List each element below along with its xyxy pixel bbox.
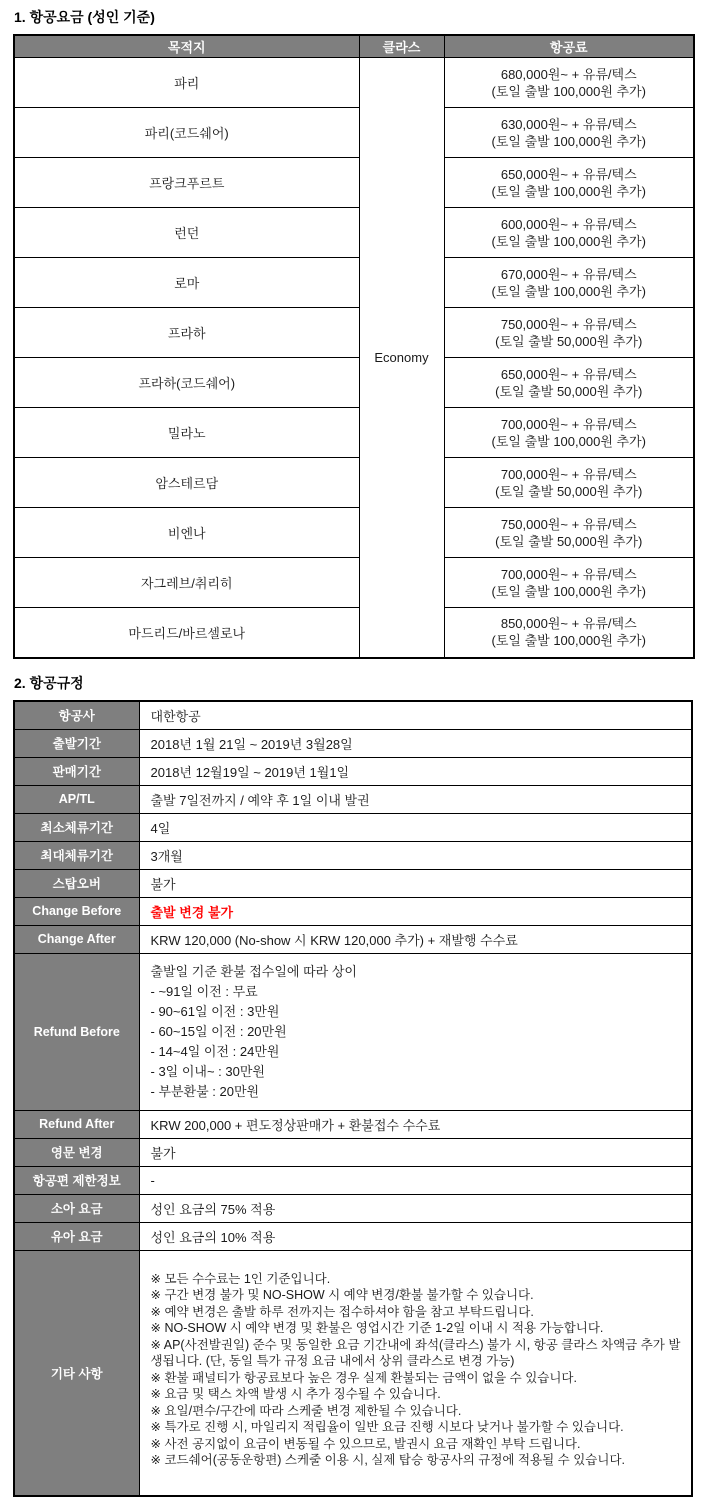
rule-label-name-change: 영문 변경 [14,1138,139,1166]
rule-value-min-stay: 4일 [139,813,692,841]
rule-value-change-after: KRW 120,000 (No-show 시 KRW 120,000 추가) + 재발행 수수료 [139,925,692,953]
table-row [14,208,694,258]
destination-cell: 런던 [14,208,359,258]
fare-surcharge: (토일 출발 100,000원 추가) [491,583,646,599]
table-row [14,1194,692,1222]
fare-amount: 650,000원~ + 유류/텍스 [500,166,637,182]
destination-cell: 프랑크푸르트 [14,158,359,208]
rule-label-infant-fare: 유아 요금 [14,1222,139,1250]
rule-value-child-fare: 성인 요금의 75% 적용 [139,1194,692,1222]
rule-label-airline: 항공사 [14,701,139,730]
fare-surcharge: (토일 출발 100,000원 추가) [491,183,646,199]
fare-amount: 700,000원~ + 유류/텍스 [500,466,637,482]
rule-value-departure-period: 2018년 1월 21일 ~ 2019년 3월28일 [139,729,692,757]
refund-rule-line: - 부분환불 : 20만원 [150,1083,260,1099]
table-row [14,608,694,658]
fare-amount: 750,000원~ + 유류/텍스 [500,516,637,532]
refund-rule-line: - 3일 이내~ : 30만원 [150,1063,265,1079]
rules-section-title: 2. 항공규정 [14,674,84,691]
note-line: ※ 모든 수수료는 1인 기준입니다. [150,1271,331,1286]
rule-label-change-before: Change Before [14,897,139,925]
rules-table [13,700,693,1497]
rule-label-other-notes: 기타 사항 [14,1250,139,1496]
fare-table-header-row [14,35,694,58]
note-line: ※ 구간 변경 불가 및 NO-SHOW 시 예약 변경/환불 불가할 수 있습니다. [150,1288,534,1302]
rule-label-refund-after: Refund After [14,1110,139,1138]
destination-cell: 파리 [14,58,359,108]
fare-surcharge: (토일 출발 100,000원 추가) [491,633,646,649]
fare-cell [444,508,694,558]
rule-value-stopover: 불가 [139,869,692,897]
destination-cell: 자그레브/취리히 [14,558,359,608]
destination-cell: 파리(코드쉐어) [14,108,359,158]
table-row [14,558,694,608]
table-row [14,757,692,785]
fare-surcharge: (토일 출발 100,000원 추가) [491,133,646,149]
table-row [14,897,692,925]
rule-label-min-stay: 최소체류기간 [14,813,139,841]
table-row [14,1250,692,1496]
fare-surcharge: (토일 출발 100,000원 추가) [491,233,646,249]
table-row [14,458,694,508]
table-row [14,1166,692,1194]
fare-cell [444,158,694,208]
table-row [14,358,694,408]
fare-amount: 680,000원~ + 유류/텍스 [500,66,637,82]
fare-amount: 700,000원~ + 유류/텍스 [500,566,637,582]
rule-value-other-notes [139,1250,692,1496]
note-line: ※ NO-SHOW 시 예약 변경 및 환불은 영업시간 기준 1-2일 이내 시 적용 가능합니다. [150,1321,604,1335]
note-line: ※ AP(사전발권일) 준수 및 동일한 요금 기간내에 좌석(클라스) 불가 시, 항공 클라스 차액금 추가 발생됩니다. (단, 동일 특가 규정 요금 내에서 상위 클라스로 변경 가능) [150,1337,681,1368]
rule-value-refund-after: KRW 200,000 + 편도정상판매가 + 환불접수 수수료 [139,1110,692,1138]
destination-cell: 프라하 [14,308,359,358]
destination-cell: 로마 [14,258,359,308]
note-line: ※ 요일/편수/구간에 따라 스케줄 변경 제한될 수 있습니다. [150,1403,462,1418]
refund-rule-line: - ~91일 이전 : 무료 [150,983,258,999]
rule-value-flight-restriction: - [139,1166,692,1194]
rule-value-infant-fare: 성인 요금의 10% 적용 [139,1222,692,1250]
table-row [14,729,692,757]
destination-cell: 밀라노 [14,408,359,458]
table-row [14,108,694,158]
table-row [14,1138,692,1166]
destination-cell: 비엔나 [14,508,359,558]
fare-surcharge: (토일 출발 100,000원 추가) [491,283,646,299]
fare-surcharge: (토일 출발 50,000원 추가) [495,533,643,549]
rule-value-change-before: 출발 변경 불가 [139,897,692,925]
table-row [14,813,692,841]
fare-cell [444,458,694,508]
fare-amount: 750,000원~ + 유류/텍스 [500,316,637,332]
fare-amount: 850,000원~ + 유류/텍스 [500,616,637,632]
fare-cell [444,58,694,108]
rule-value-name-change: 불가 [139,1138,692,1166]
rule-label-refund-before: Refund Before [14,953,139,1110]
table-row [14,258,694,308]
note-line: ※ 예약 변경은 출발 하루 전까지는 접수하셔야 함을 참고 부탁드립니다. [150,1304,534,1319]
table-row [14,1222,692,1250]
rule-label-max-stay: 최대체류기간 [14,841,139,869]
table-row [14,953,692,1110]
refund-rule-line: - 90~61일 이전 : 3만원 [150,1003,280,1019]
refund-rule-line: 출발일 기준 환불 접수일에 따라 상이 [150,963,357,979]
header-destination: 목적지 [14,35,359,58]
destination-cell: 마드리드/바르셀로나 [14,608,359,658]
fare-amount: 670,000원~ + 유류/텍스 [500,266,637,282]
table-row [14,58,694,108]
fare-amount: 700,000원~ + 유류/텍스 [500,416,637,432]
rule-value-refund-before [139,953,692,1110]
rule-label-change-after: Change After [14,925,139,953]
table-row [14,158,694,208]
note-line: ※ 특가로 진행 시, 마일리지 적립율이 일반 요금 진행 시보다 낮거나 불가할 수 있습니다. [150,1420,624,1434]
table-row [14,701,692,730]
class-cell: Economy [359,58,444,658]
rule-label-ap-tl: AP/TL [14,785,139,813]
table-row [14,925,692,953]
fare-surcharge: (토일 출발 100,000원 추가) [491,433,646,449]
note-line: ※ 환불 패널티가 항공료보다 높은 경우 실제 환불되는 금액이 없을 수 있습니다. [150,1370,577,1385]
fare-cell [444,408,694,458]
refund-rule-line: - 60~15일 이전 : 20만원 [150,1023,287,1039]
header-class: 클라스 [359,35,444,58]
rule-value-airline: 대한항공 [139,701,692,730]
fare-table [13,34,695,659]
fare-surcharge: (토일 출발 100,000원 추가) [491,83,646,99]
rule-value-ap-tl: 출발 7일전까지 / 예약 후 1일 이내 발권 [139,785,692,813]
rule-label-stopover: 스탑오버 [14,869,139,897]
fare-surcharge: (토일 출발 50,000원 추가) [495,383,643,399]
note-line: ※ 코드쉐어(공동운항편) 스케줄 이용 시, 실제 탑승 항공사의 규정에 적용될 수 있습니다. [150,1453,625,1467]
rule-label-departure-period: 출발기간 [14,729,139,757]
fare-cell [444,308,694,358]
header-fare: 항공료 [444,35,694,58]
fare-cell [444,608,694,658]
destination-cell: 프라하(코드쉐어) [14,358,359,408]
table-row [14,785,692,813]
rule-value-sales-period: 2018년 12월19일 ~ 2019년 1월1일 [139,757,692,785]
table-row [14,308,694,358]
table-row [14,408,694,458]
refund-rule-line: - 14~4일 이전 : 24만원 [150,1043,280,1059]
destination-cell: 암스테르담 [14,458,359,508]
note-line: ※ 사전 공지없이 요금이 변동될 수 있으므로, 발권시 요금 재확인 부탁 드립니다. [150,1436,581,1451]
table-row [14,1110,692,1138]
fare-cell [444,558,694,608]
fare-cell [444,358,694,408]
table-row [14,841,692,869]
fare-section-title: 1. 항공요금 (성인 기준) [14,9,155,25]
table-row [14,508,694,558]
fare-surcharge: (토일 출발 50,000원 추가) [495,483,643,499]
fare-amount: 650,000원~ + 유류/텍스 [500,366,637,382]
fare-cell [444,108,694,158]
fare-cell [444,208,694,258]
fare-amount: 630,000원~ + 유류/텍스 [500,116,637,132]
table-row [14,869,692,897]
rule-value-max-stay: 3개월 [139,841,692,869]
note-line: ※ 요금 및 택스 차액 발생 시 추가 징수될 수 있습니다. [150,1387,441,1401]
fare-surcharge: (토일 출발 50,000원 추가) [495,333,643,349]
rule-label-child-fare: 소아 요금 [14,1194,139,1222]
fare-amount: 600,000원~ + 유류/텍스 [500,216,637,232]
fare-cell [444,258,694,308]
rule-label-flight-restriction: 항공편 제한정보 [14,1166,139,1194]
rule-label-sales-period: 판매기간 [14,757,139,785]
